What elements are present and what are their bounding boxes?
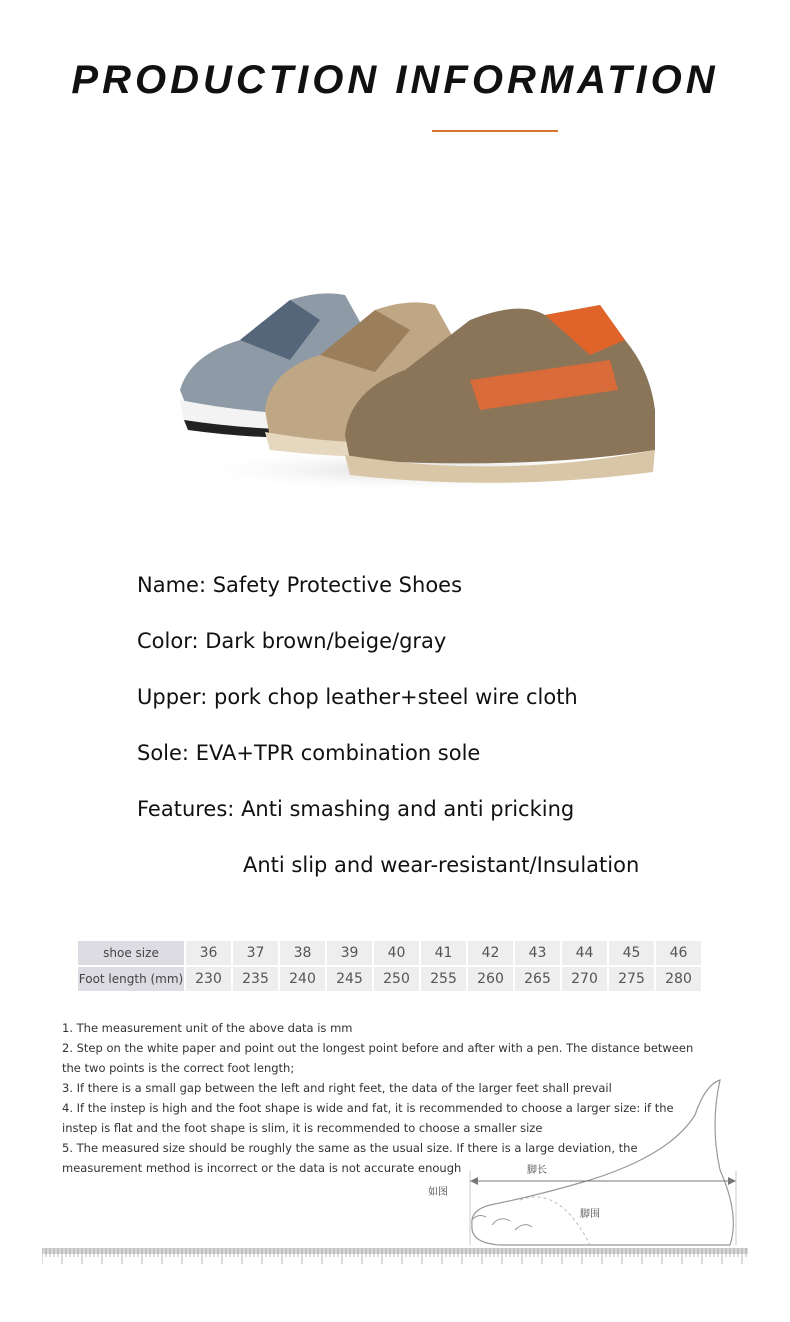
foot-length-label: 脚长 <box>527 1165 547 1176</box>
diagram-note-label: 如图 <box>428 1187 448 1198</box>
measuring-ruler <box>42 1244 748 1266</box>
size-row-header: shoe size <box>78 941 184 965</box>
spec-upper-value: pork chop leather+steel wire cloth <box>213 685 578 709</box>
length-cell: 265 <box>515 967 560 991</box>
length-cell: 275 <box>609 967 654 991</box>
length-row-header: Foot length (mm) <box>78 967 184 991</box>
length-cell: 240 <box>280 967 325 991</box>
size-cell: 39 <box>327 941 372 965</box>
size-cell: 46 <box>656 941 701 965</box>
note-item: 5. The measured size should be roughly the same as the usual size. If there is a large deviation, the measurement method is incorrect or the data is not accurate enough <box>62 1141 638 1175</box>
spec-features-continued: Anti slip and wear-resistant/Insulation <box>243 853 640 877</box>
spec-sole <box>137 741 480 765</box>
size-cell: 44 <box>562 941 607 965</box>
size-cell: 41 <box>421 941 466 965</box>
spec-name-label: Name: <box>137 573 207 597</box>
size-cell: 42 <box>468 941 513 965</box>
length-cell: 255 <box>421 967 466 991</box>
size-cell: 40 <box>374 941 419 965</box>
spec-features <box>137 797 574 821</box>
length-cell: 260 <box>468 967 513 991</box>
product-shoes-image <box>170 260 670 500</box>
size-chart-table <box>76 939 703 993</box>
note-item: 2. Step on the white paper and point out the longest point before and after with a pen. The distance between the two points is the correct foot length; <box>62 1041 694 1075</box>
spec-color <box>137 629 446 653</box>
length-cell: 235 <box>233 967 278 991</box>
length-cell: 245 <box>327 967 372 991</box>
length-cell: 280 <box>656 967 701 991</box>
note-item: 4. If the instep is high and the foot shape is wide and fat, it is recommended to choose a larger size: if the instep is flat and the foot shape is slim, it is recommended to choose a smaller size <box>62 1101 674 1135</box>
table-row <box>78 967 701 991</box>
note-item: 3. If there is a small gap between the left and right feet, the data of the larger feet shall prevail <box>62 1081 612 1095</box>
foot-measurement-diagram <box>420 1075 750 1260</box>
table-row <box>78 941 701 965</box>
spec-features-value: Anti smashing and anti pricking <box>241 797 575 821</box>
title-accent-rule <box>432 130 558 132</box>
spec-upper <box>137 685 578 709</box>
size-cell: 43 <box>515 941 560 965</box>
length-cell: 230 <box>186 967 231 991</box>
spec-name <box>137 573 462 597</box>
size-cell: 45 <box>609 941 654 965</box>
length-cell: 250 <box>374 967 419 991</box>
spec-upper-label: Upper: <box>137 685 208 709</box>
foot-girth-label: 脚围 <box>580 1209 600 1220</box>
spec-features-label: Features: <box>137 797 235 821</box>
spec-color-value: Dark brown/beige/gray <box>205 629 447 653</box>
spec-sole-label: Sole: <box>137 741 190 765</box>
spec-name-value: Safety Protective Shoes <box>212 573 463 597</box>
length-cell: 270 <box>562 967 607 991</box>
note-item: 1. The measurement unit of the above data is mm <box>62 1021 353 1035</box>
size-cell: 36 <box>186 941 231 965</box>
spec-sole-value: EVA+TPR combination sole <box>195 741 481 765</box>
page-title: PRODUCTION INFORMATION <box>71 58 719 102</box>
size-cell: 37 <box>233 941 278 965</box>
size-cell: 38 <box>280 941 325 965</box>
spec-color-label: Color: <box>137 629 199 653</box>
